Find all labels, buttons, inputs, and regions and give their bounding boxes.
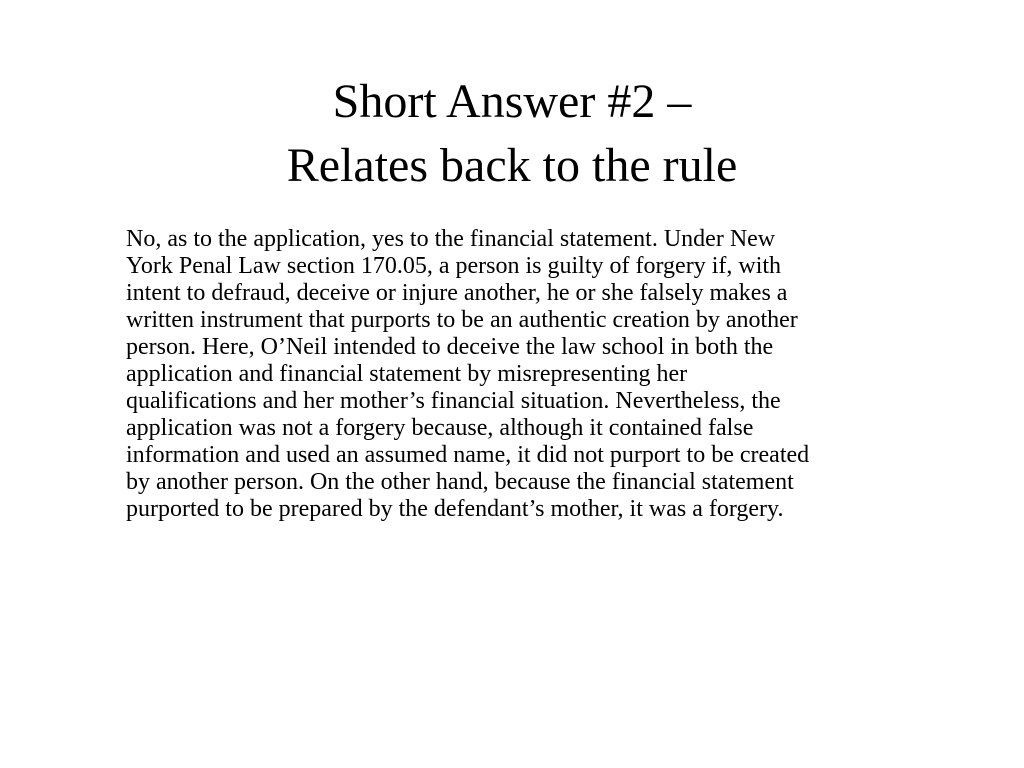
slide-title-line-1: Short Answer #2 – xyxy=(332,75,692,128)
slide-body-text: No, as to the application, yes to the financial statement. Under New York Penal Law section 170.05, a person is guilty of forgery if, with intent to defraud, deceive or injure another, he or she falsely makes a written instrument that purports to be an authentic creation by another person. Here, O’Neil intended to deceive the law school in both the application and financial statement by misrepresenting her qualifications and her mother’s financial situation. Nevertheless, the application was not a forgery because, although it contained false information and used an assumed name, it did not purport to be created by another person. On the other hand, because the financial statement purported to be prepared by the defendant’s mother, it was a forgery. xyxy=(126,226,810,522)
slide-title xyxy=(0,70,1024,198)
slide-title-line-2: Relates back to the rule xyxy=(286,139,738,192)
